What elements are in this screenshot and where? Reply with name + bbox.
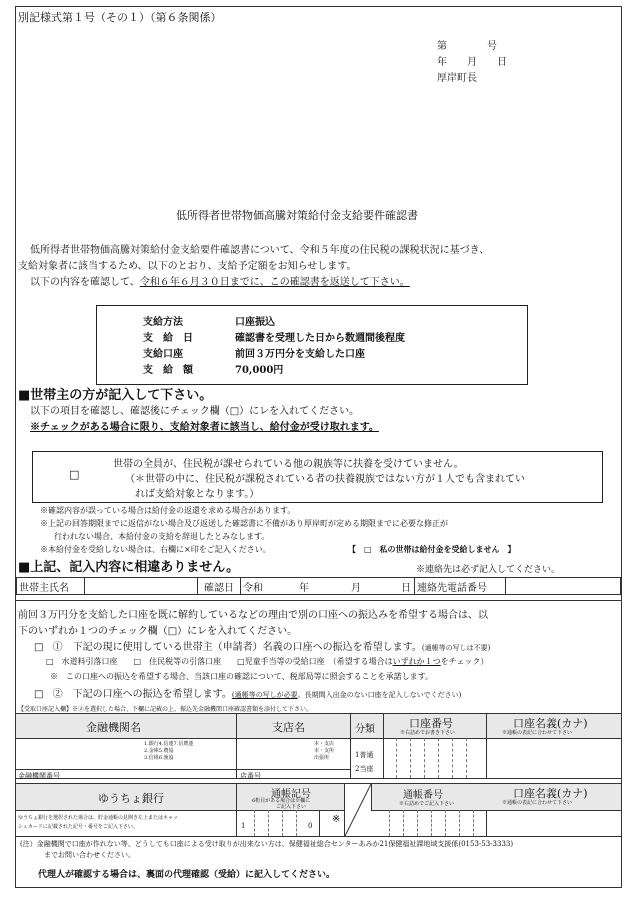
household-statement-line3: れば支給対象となります。） — [135, 489, 260, 500]
section1-instruction: 以下の項目を確認し、確認後にチェック欄（□）にレを入れてください。 — [30, 406, 360, 417]
option2-note-underline: (通帳等の写しが必要 — [231, 691, 298, 699]
document-number: 第 号 — [437, 41, 497, 52]
type-ordinary[interactable]: 1普通 — [355, 751, 374, 759]
diagonal-separator — [344, 784, 372, 836]
yucho-number-header: 通帳番号 — [403, 790, 443, 801]
bank-entry-note: 【受取口座記入欄】※②を選択した場合、下欄に記載の上、振込先金融機関口座確認書類を添付して下さい。 — [18, 706, 313, 713]
confirm-date-label: 確認日 — [198, 578, 241, 595]
form-page — [15, 6, 622, 888]
payment-amount-value: 70,000円 — [235, 365, 284, 376]
intro-line-3 — [30, 273, 410, 288]
phone-field[interactable] — [506, 578, 621, 595]
yucho-holder-header: 口座名義(カナ) — [513, 787, 588, 800]
section1-heading: ■世帯主の方が記入して下さい。 — [18, 388, 213, 403]
yucho-note-1: ゆうちょ銀行を選択された場合は、貯金通帳の見開き左上またはキャッ — [18, 815, 179, 821]
option1-note: (通帳等の写しは不要) — [421, 644, 491, 652]
holder-subheader: ※通帳の表記に合わせて下さい — [502, 730, 573, 736]
bank-type-2: 2.金庫5.農協 — [144, 748, 174, 754]
footer-note-1: (注）金融機関で口座が作れない等、どうしても口座による受け取りが出来ない方は、保健福祉総合センターあみか21保健福祉課地域支援係(0153-53-3333) — [20, 840, 514, 848]
sub-options-row[interactable] — [46, 656, 488, 667]
bank-type-3: 3.信組6.漁協 — [144, 755, 174, 761]
era-label: 令和 — [243, 582, 263, 594]
payment-date-label: 支 給 日 — [143, 333, 193, 344]
sub-options-underline: いずれか１つ — [392, 657, 441, 666]
deadline-text: 令和６年６月３０日までに、この確認書を返送して下さい。 — [139, 277, 410, 288]
option2-note: 。長期間入出金のない口座を記入しないでください) — [297, 691, 462, 699]
option2-checkbox[interactable]: □ — [34, 689, 44, 700]
yucho-symbol-sub2: ご記入下さい — [276, 804, 307, 810]
branch-name-header: 支店名 — [272, 721, 305, 734]
type-header: 分類 — [355, 724, 375, 735]
option2-row — [34, 685, 461, 700]
yucho-star-mark: ※ — [332, 814, 341, 825]
household-statement-checkbox[interactable]: □ — [69, 468, 80, 481]
contact-note: ※連絡先は必ず記入してください。 — [416, 565, 561, 575]
yucho-symbol-digit-1: 1 — [241, 822, 246, 830]
yucho-holder-subheader: ※通帳の表記に合わせて下さい — [502, 800, 573, 806]
bank-code-label: 金融機関番号 — [18, 772, 60, 780]
bank-type-1: 1.銀行4.信連7.信農連 — [144, 741, 194, 747]
payment-date-value: 確認書を受理した日から数週間後程度 — [235, 333, 405, 344]
household-statement-line1: 世帯の全員が、住民税が課せられている他の親族等に扶養を受けていません。 — [113, 459, 464, 470]
household-statement-line2: （＊世帯の中に、住民税が課税されている者の扶養親族ではない方が１人でも含まれてい — [125, 474, 525, 485]
sub-options-end: をチェック） — [440, 657, 489, 666]
option1-row — [34, 638, 490, 653]
sub-options-note: ※ この口座への振込を希望する場合、当該口座の確認について、税部局等に照会することを承諾します。 — [50, 672, 434, 681]
decline-checkbox[interactable]: 【 □ 私の世帯は給付金を受給しません 】 — [348, 544, 516, 554]
divider — [16, 600, 621, 601]
issuer-name: 厚岸町長 — [437, 73, 477, 84]
agent-note: 代理人が確認する場合は、裏面の代理確認（受給）に記入してください。 — [38, 870, 336, 880]
note-2: ※上記の回答期限までに返信がない場合及び返送した確認書に不備があり厚岸町が定める期限までに必要な修正が — [40, 519, 448, 528]
option1-text: ① 下記の現に使用している世帯主（申請者）名義の口座への振込を希望します。 — [52, 642, 422, 653]
holder-header: 口座名義(カナ) — [513, 717, 588, 730]
payment-account-label: 支給口座 — [143, 349, 183, 360]
payment-account-value: 前回３万円分を支給した口座 — [235, 349, 365, 360]
payment-amount-label: 支 給 額 — [143, 365, 193, 376]
account-number-header: 口座番号 — [409, 717, 453, 730]
month-label: 月 — [351, 582, 361, 594]
yucho-symbol-sub1: 6桁目がある場合は※欄に — [252, 798, 311, 804]
yucho-note-2: シュカードに記載された記号・番号をご記入下さい。 — [18, 824, 138, 830]
intro-line-3a: 以下の内容を確認して、 — [30, 277, 140, 288]
branch-type-1: 本・支店 — [314, 741, 335, 747]
sub-options-text: □ 水道料引落口座 □ 住民税等の引落口座 □児童手当等の受給口座 （希望する場合は — [46, 657, 393, 666]
option2-text: ② 下記の口座への振込を希望します。 — [52, 689, 232, 700]
payment-info-box — [96, 305, 528, 385]
confirm-date-field[interactable] — [241, 578, 415, 595]
account-number-subheader: ※右詰めでお書き下さい — [400, 730, 456, 736]
yucho-symbol-digit-0: 0 — [308, 822, 313, 830]
page-title: 低所得者世帯物価高騰対策給付金支給要件確認書 — [176, 209, 418, 222]
phone-label: 連絡先電話番号 — [415, 578, 506, 595]
bank-name-header: 金融機関名 — [86, 721, 141, 734]
type-current[interactable]: 2当座 — [355, 765, 374, 773]
section1-warning: ※チェックがある場合に限り、支給対象者に該当し、給付金が受け取れます。 — [30, 422, 379, 433]
yucho-table — [16, 783, 621, 837]
payment-method-label: 支給方法 — [143, 317, 183, 328]
account-intro-1: 前回３万円分を支給した口座を既に解約しているなどの理由で別の口座への振込みを希望する場合は、以 — [18, 610, 488, 621]
bank-table — [16, 713, 621, 779]
note-4: ※本給付金を受給しない場合は、右欄に×印をご記入ください。 — [40, 545, 271, 554]
year-label: 年 — [299, 582, 309, 594]
yucho-bank-label: ゆうちょ銀行 — [98, 792, 164, 805]
householder-name-field[interactable] — [85, 578, 198, 595]
account-intro-2: 下のいずれか１つのチェック欄（□）にレを入れてください。 — [18, 626, 298, 637]
yucho-number-subheader: ※右詰めでご記入下さい — [399, 801, 455, 807]
branch-code-label: 店番号 — [240, 772, 261, 780]
note-1: ※確認内容が誤っている場合は給付金の返還を求める場合があります。 — [40, 506, 296, 515]
confirm-heading: ■上記、記入内容に相違ありません。 — [18, 560, 240, 575]
document-date: 年 月 日 — [437, 57, 507, 68]
payment-method-value: 口座振込 — [235, 317, 275, 328]
note-3: 行われない場合、本給付金の支給を辞退したとみなします。 — [54, 532, 270, 541]
footer-note-2: までお問い合わせください。 — [44, 851, 135, 859]
option1-checkbox[interactable]: □ — [34, 642, 44, 653]
form-label: 別記様式第１号（その１）（第６条関係） — [18, 11, 222, 24]
branch-type-2: 本・支所 — [314, 748, 335, 754]
intro-line-2: 支給対象者に該当するため、以下のとおり、支給予定額をお知らせします。 — [18, 261, 357, 272]
yucho-symbol-header: 通帳記号 — [271, 789, 311, 800]
intro-line-1: 低所得者世帯物価高騰対策給付金支給要件確認書について、令和５年度の住民税の課税状況に基づき、 — [30, 245, 490, 256]
branch-type-3: 出張所 — [314, 755, 330, 761]
day-label: 日 — [401, 582, 411, 594]
householder-name-label: 世帯主氏名 — [17, 578, 85, 595]
signature-row — [16, 577, 621, 595]
household-statement-box — [32, 451, 603, 503]
